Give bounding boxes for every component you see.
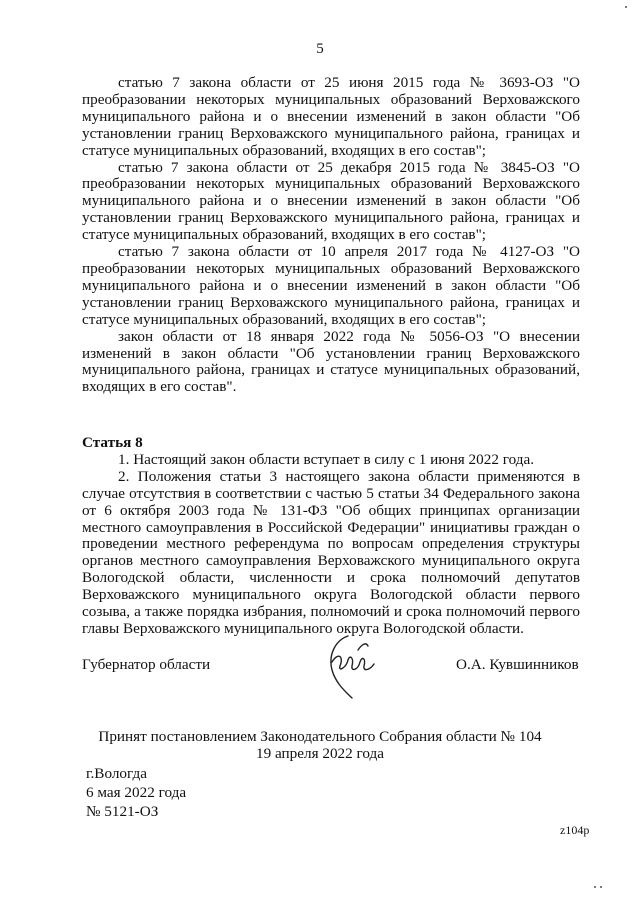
list-item: закон области от 18 января 2022 года № 5056-ОЗ "О внесении изменений в закон области "Об установлении границ Верховажского муниципального района, границах и статусе муниципальных образований, входящих в его состав". (82, 327, 580, 396)
list-item: статью 7 закона области от 25 июня 2015 года № 3693-ОЗ "О преобразовании некоторых муниципальных образований Верховажского муниципального района и о внесении изменений в закон области "Об установлении границ Верховажского муниципального района, границах и статусе муниципальных образований, входящих в его состав"; (82, 74, 581, 159)
scan-artifact (594, 886, 596, 888)
governor-name: О.А. Кувшинников (456, 656, 579, 673)
document-code: z104p (560, 823, 590, 837)
article-8 (82, 435, 580, 638)
scan-artifact (625, 6, 627, 8)
city: г.Вологда (86, 765, 147, 782)
adoption-date: 19 апреля 2022 года (256, 745, 384, 762)
place-date-block (86, 764, 186, 821)
article-point-1: 1. Настоящий закон области вступает в силу с 1 июня 2022 года. (118, 450, 535, 468)
signature-image (318, 632, 380, 702)
adoption-note (0, 728, 640, 762)
article-point-2: 2. Положения статьи 3 настоящего закона области применяются в случае отсутствия в соответствии с частью 5 статьи 34 Федерального закона от 6 октября 2003 года № 131-ФЗ "Об общих принципах организации местного самоуправления в Российской Федерации" инициативы граждан о проведении местного референдума по вопросам определения структуры органов местного самоуправления Верховажского муниципального округа Вологодской области, численности и срока полномочий депутатов Верховажского муниципального округа Вологодской области первого созыва, а также порядка избрания, полномочий и срока полномочий первого главы Верховажского муниципального округа Вологодской области. (82, 467, 580, 637)
law-date: 6 мая 2022 года (86, 784, 187, 801)
amended-laws-list (82, 75, 580, 396)
governor-title: Губернатор области (82, 656, 211, 673)
adoption-line: Принят постановлением Законодательного Собрания области № 104 (98, 728, 542, 745)
list-item: статью 7 закона области от 10 апреля 2017 года № 4127-ОЗ "О преобразовании некоторых муниципальных образований Верховажского муниципального района и о внесении изменений в закон области "Об установлении границ Верховажского муниципального района, границах и статусе муниципальных образований, входящих в его состав"; (82, 243, 580, 328)
page-number: 5 (316, 41, 324, 57)
article-title: Статья 8 (82, 434, 143, 451)
law-number: № 5121-ОЗ (86, 803, 159, 820)
scan-artifact (600, 886, 602, 888)
list-item: статью 7 закона области от 25 декабря 2015 года № 3845-ОЗ "О преобразовании некоторых муниципальных образований Верховажского муниципального района и о внесении изменений в закон области "Об установлении границ Верховажского муниципального района, границах и статусе муниципальных образований, входящих в его состав"; (82, 158, 580, 244)
